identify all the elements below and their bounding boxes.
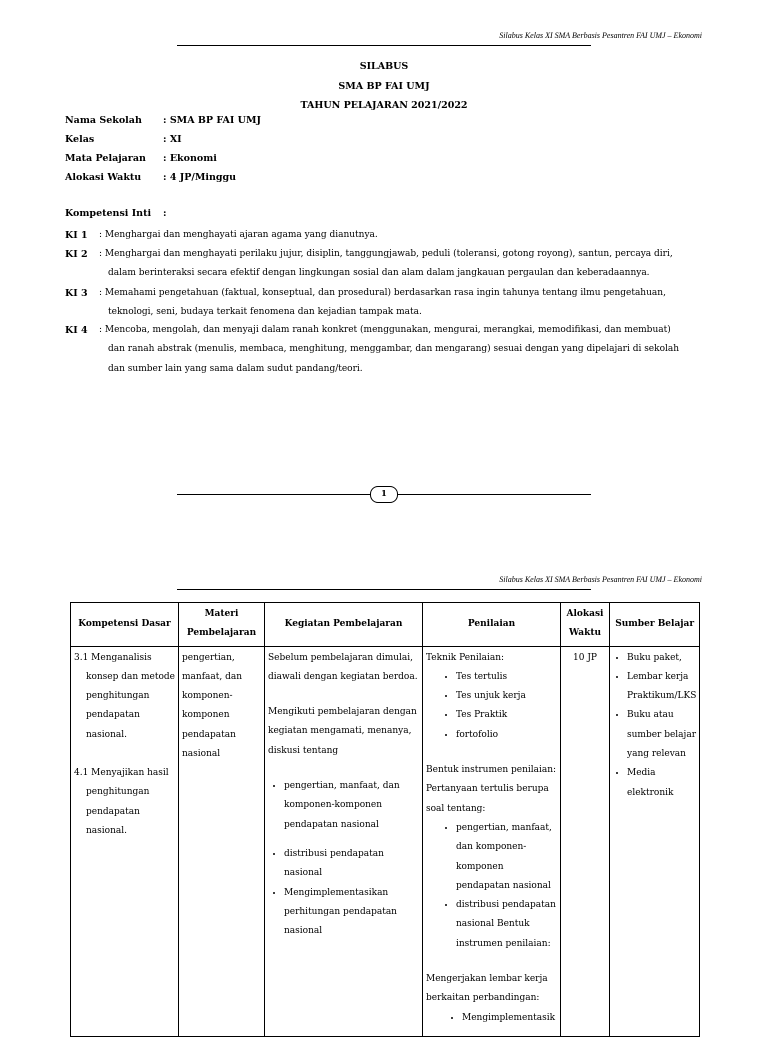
kegiatan-p2: Mengikuti pembelajaran dengan kegiatan mengamati, menanya, diskusi tentang (268, 707, 417, 756)
ki-code: KI 3 (65, 288, 88, 299)
title-line: SILABUS (359, 61, 409, 72)
footer-rule-right (398, 494, 591, 495)
list-item: • Tes tertulis (456, 668, 557, 687)
running-head: Silabus Kelas XI SMA Berbasis Pesantren FAI UMJ – Ekonomi (499, 575, 702, 584)
ki-code: KI 4 (65, 325, 88, 336)
ki-heading-label: Kompetensi Inti (65, 208, 152, 219)
ki-text: : Memahami pengetahuan (faktual, konseptual, dan prosedural) berdasarkan rasa ingin tahunya tentang ilmu pengetahuan, teknologi, seni, budaya terkait fenomena dan kejadian tampak mata. (99, 288, 666, 318)
ki-heading (65, 208, 167, 219)
list-item: • pengertian, manfaat, dan komponen-komponen pendapatan nasional (284, 777, 419, 835)
list-item: • Media elektronik (627, 764, 696, 803)
info-label: Kelas (65, 134, 95, 145)
lkp-list (426, 1009, 557, 1028)
title-line: SMA BP FAI UMJ (338, 80, 430, 92)
ki-item (65, 284, 685, 323)
list-item: • distribusi pendapatan nasional (284, 845, 419, 884)
info-value: : Ekonomi (163, 153, 217, 164)
page-number: 1 (370, 486, 398, 503)
ki-text: : Menghargai dan menghayati perilaku jujur, disiplin, tanggungjawab, peduli (toleransi, gotong royong), santun, percaya diri, dalam berinteraksi secara efektif dengan lingkungan sosial dan alam dalam jangkauan pergaulan dan keberadaannya. (99, 249, 673, 279)
col-header: Sumber Belajar (610, 603, 700, 647)
ki-heading-colon: : (163, 208, 167, 219)
alokasi-value: 10 JP (573, 652, 597, 663)
list-item: • Tes Praktik (456, 706, 557, 725)
info-label: Mata Pelajaran (65, 153, 146, 164)
list-item: • fortofolio (456, 726, 557, 745)
col-header: Materi Pembelajaran (179, 603, 265, 647)
title-line: TAHUN PELAJARAN 2021/2022 (300, 100, 468, 111)
col-header: Kegiatan Pembelajaran (265, 603, 423, 647)
list-item: • Buku paket, (627, 649, 696, 668)
lkp-label: Mengerjakan lembar kerja berkaitan perbandingan: (426, 974, 548, 1004)
teknik-label: Teknik Penilaian: (426, 652, 505, 663)
kd-item: 3.1 Menganalisis konsep dan metode penghitungan pendapatan nasional. (74, 652, 176, 740)
kd-item: 4.1 Menyajikan hasil penghitungan pendapatan nasional. (74, 768, 169, 836)
list-item: • Mengimplementasik (462, 1009, 557, 1028)
list-item: • Mengimplementasikan perhitungan pendapatan nasional (284, 884, 419, 942)
list-item: • Lembar kerja Praktikum/LKS (627, 668, 696, 707)
ki-text: : Mencoba, mengolah, dan menyaji dalam ranah konkret (menggunakan, mengurai, merangkai, memodifikasi, dan membuat) dan ranah abstrak (menulis, membaca, menghitung, menggambar, dan mengarang) sesuai dengan yang dipelajari di sekolah dan sumber lain yang sama dalam sudut pandang/teori. (99, 325, 680, 374)
info-value: : XI (163, 134, 182, 145)
page-footer (177, 486, 591, 502)
alokasi-cell (561, 646, 610, 1036)
col-header: Penilaian (423, 603, 561, 647)
sumber-list (613, 649, 696, 803)
kegiatan-list (268, 777, 419, 941)
sumber-cell (610, 646, 700, 1036)
bentuk-label: Bentuk instrumen penilaian: Pertanyaan tertulis berupa soal tentang: (426, 765, 557, 814)
list-item: • Tes unjuk kerja (456, 687, 557, 706)
ki-code: KI 1 (65, 230, 88, 241)
materi-text: pengertian, manfaat, dan komponen-komponen pendapatan nasional (182, 652, 243, 760)
ki-code: KI 2 (65, 249, 88, 260)
ki-text: : Menghargai dan menghayati ajaran agama yang dianutnya. (99, 230, 378, 240)
school-info (65, 115, 261, 191)
kegiatan-cell (265, 646, 423, 1036)
info-value: : SMA BP FAI UMJ (163, 115, 261, 126)
teknik-list (426, 668, 557, 745)
penilaian-cell (423, 646, 561, 1036)
col-header: Kompetensi Dasar (71, 603, 179, 647)
footer-rule-left (177, 494, 370, 495)
header-rule (177, 45, 591, 46)
info-label: Nama Sekolah (65, 115, 142, 126)
ki-item (65, 226, 685, 245)
col-header: Alokasi Waktu (561, 603, 610, 647)
ki-item (65, 321, 685, 379)
bentuk-list (426, 819, 557, 954)
kd-cell (71, 646, 179, 1036)
list-item: • Buku atau sumber belajar yang relevan (627, 706, 696, 764)
info-value: : 4 JP/Minggu (163, 172, 237, 183)
list-item: • distribusi pendapatan nasional Bentuk instrumen penilaian: (456, 896, 557, 954)
header-rule (177, 589, 591, 590)
ki-item (65, 245, 685, 284)
kegiatan-p1: Sebelum pembelajaran dimulai, diawali dengan kegiatan berdoa. (268, 652, 418, 682)
document-title (0, 57, 768, 116)
materi-cell (179, 646, 265, 1036)
syllabus-table (70, 602, 700, 1037)
running-head: Silabus Kelas XI SMA Berbasis Pesantren FAI UMJ – Ekonomi (499, 31, 702, 40)
list-item: • pengertian, manfaat, dan komponen-komponen pendapatan nasional (456, 819, 557, 896)
info-label: Alokasi Waktu (65, 172, 142, 183)
